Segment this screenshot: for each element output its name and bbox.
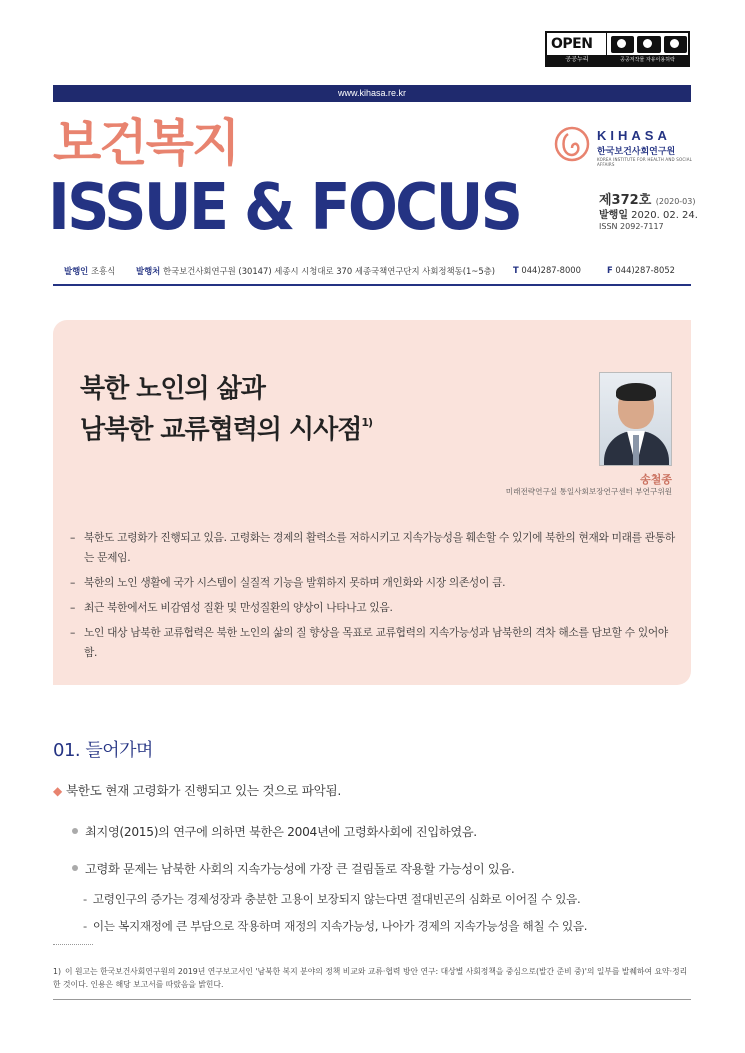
footnote-number: 1) <box>53 967 62 976</box>
author-name: 송철종 <box>640 473 672 486</box>
issue-year: (2020-03) <box>655 197 696 206</box>
list-item: – 최근 북한에서도 비감염성 질환 및 만성질환의 양상이 나타나고 있음. <box>70 601 393 614</box>
sub-point <box>72 823 477 840</box>
sub-point-text: 최지영(2015)의 연구에 의하면 북한은 2004년에 고령화사회에 진입하였음. <box>85 825 477 839</box>
logo-english-name: KOREA INSTITUTE FOR HEALTH AND SOCIAL AFFAIRS <box>597 157 693 167</box>
pub-date-label: 발행일 <box>599 210 628 221</box>
fax-number: 044)287-8052 <box>615 265 675 275</box>
sub-sub-point: - 이는 복지재정에 큰 부담으로 작용하며 재정의 지속가능성, 나아가 경제의 지속가능성을 해칠 수 있음. <box>83 919 588 933</box>
publication-date <box>599 206 698 221</box>
noncommercial-icon <box>637 36 660 53</box>
open-license-badge <box>545 31 690 67</box>
list-item: – 북한의 노인 생활에 국가 시스템이 실질적 기능을 발휘하지 못하며 개인화와 시장 의존성이 큼. <box>70 576 506 589</box>
pub-date-value: 2020. 02. 24. <box>631 210 698 221</box>
publisher-name: 조흥식 <box>90 266 116 276</box>
section-point <box>53 780 341 799</box>
summary-bullet-text: 노인 대상 남북한 교류협력은 북한 노인의 삶의 질 향상을 목표로 교류협력의 지속가능성과 남북한의 격차 해소를 담보할 수 있어야 함. <box>84 626 668 659</box>
header-rule <box>53 284 691 286</box>
summary-bullet-text: 최근 북한에서도 비감염성 질환 및 만성질환의 양상이 나타나고 있음. <box>84 601 393 614</box>
sub-point-text: 고령화 문제는 남북한 사회의 지속가능성에 가장 큰 걸림돌로 작용할 가능성이 있음. <box>85 862 515 876</box>
article-title-line2-wrap <box>80 406 372 447</box>
org-address: 한국보건사회연구원 (30147) 세종시 시청대로 370 세종국책연구단지 사회정책동(1~5층) <box>162 266 496 276</box>
summary-bullet-text: 북한도 고령화가 진행되고 있음. 고령화는 경제의 활력소를 저하시키고 지속가능성을 훼손할 수 있기에 북한의 현재와 미래를 관통하는 문제임. <box>84 531 675 564</box>
sub-sub-point-text: 이는 복지재정에 큰 부담으로 작용하며 재정의 지속가능성, 나아가 경제의 지속가능성을 해칠 수 있음. <box>92 919 588 933</box>
article-title-line2: 남북한 교류협력의 시사점 <box>80 415 362 445</box>
article-title <box>80 372 372 447</box>
list-item: – 노인 대상 남북한 교류협력은 북한 노인의 삶의 질 향상을 목표로 교류협력의 지속가능성과 남북한의 격차 해소를 담보할 수 있어야 함. <box>70 626 668 659</box>
fax-label: F <box>607 265 613 275</box>
issue-no: 제372호 <box>599 193 652 208</box>
issn: ISSN 2092-7117 <box>599 222 664 231</box>
footnote-divider <box>53 944 93 945</box>
section-title: 01. 들어가며 <box>53 740 153 761</box>
tel-label: T <box>513 265 519 275</box>
site-url[interactable]: www.kihasa.re.kr <box>337 88 407 98</box>
publication-title-korean: 보건복지 <box>53 114 239 172</box>
org-label: 발행처 <box>136 266 161 276</box>
sub-point <box>72 860 514 877</box>
kihasa-logo-icon <box>554 124 590 164</box>
list-item: – 북한도 고령화가 진행되고 있음. 고령화는 경제의 활력소를 저하시키고 지속가능성을 훼손할 수 있기에 북한의 현재와 미래를 관통하는 문제임. <box>70 531 675 564</box>
footnote-text: 이 원고는 한국보건사회연구원의 2019년 연구보고서인 '남북한 복지 분야의 정책 비교와 교류·협력 방안 연구: 대상별 사회정책을 중심으로(발간 준비 중)'의 일부를 발췌하여 요약·정리한 것이다. 인용은 해당 보고서를 따랐음을 밝힌다. <box>53 967 688 989</box>
noderivs-icon <box>664 36 687 53</box>
license-icons <box>611 36 687 53</box>
publisher <box>64 265 115 277</box>
summary-bullets <box>70 528 680 668</box>
section-point-text: 북한도 현재 고령화가 진행되고 있는 것으로 파악됨. <box>65 783 342 798</box>
logo-name: KIHASA <box>597 128 671 143</box>
diamond-bullet-icon: ◆ <box>53 784 62 798</box>
dot-bullet-icon <box>72 865 78 871</box>
license-caption: 공공저작물 자유이용허락 <box>607 55 688 65</box>
url-bar <box>53 85 691 102</box>
logo-korean-name: 한국보건사회연구원 <box>597 147 676 157</box>
fax <box>607 265 675 275</box>
organization <box>136 265 495 277</box>
publication-title-english: ISSUE & FOCUS <box>48 171 521 245</box>
bottom-rule <box>53 999 691 1000</box>
sub-sub-point-text: 고령인구의 증가는 경제성장과 충분한 고용이 보장되지 않는다면 절대빈곤의 심화로 이어질 수 있음. <box>92 892 581 906</box>
kihasa-logo <box>554 124 694 166</box>
title-footnote-ref[interactable]: 1) <box>361 416 373 429</box>
publisher-label: 발행인 <box>64 266 89 276</box>
author-title: 미래전략연구실 통일사회보장연구센터 부연구위원 <box>505 487 672 496</box>
tel-number: 044)287-8000 <box>521 265 581 275</box>
article-title-line1: 북한 노인의 삶과 <box>80 374 265 404</box>
attribution-icon <box>611 36 634 53</box>
open-label: OPEN <box>551 36 593 52</box>
open-sub-label: 공공누리 <box>547 55 607 65</box>
dot-bullet-icon <box>72 828 78 834</box>
footnote <box>53 965 691 991</box>
summary-bullet-text: 북한의 노인 생활에 국가 시스템이 실질적 기능을 발휘하지 못하며 개인화와 시장 의존성이 큼. <box>84 576 506 589</box>
telephone <box>513 265 581 275</box>
sub-sub-point: - 고령인구의 증가는 경제성장과 충분한 고용이 보장되지 않는다면 절대빈곤의 심화로 이어질 수 있음. <box>83 892 581 906</box>
open-license-left <box>547 33 607 65</box>
author-photo <box>599 372 672 466</box>
